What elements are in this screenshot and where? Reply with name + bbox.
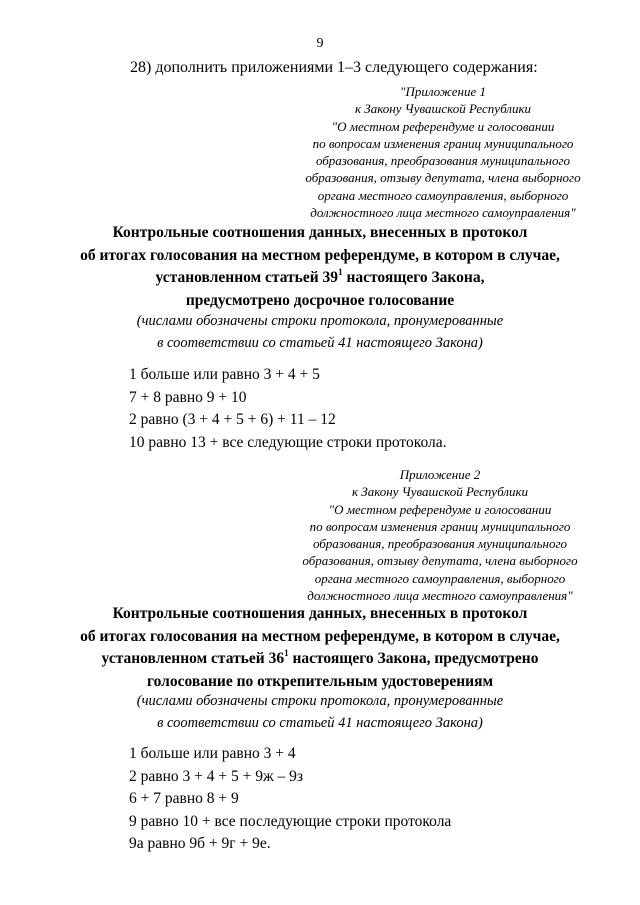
superscript: 1 bbox=[284, 648, 289, 658]
appendix-2-line: образования, преобразования муниципального bbox=[312, 536, 568, 552]
title-text: установленном статьей 36 bbox=[101, 650, 285, 667]
section-1-title-line: Контрольные соотношения данных, внесенных в протокол bbox=[112, 224, 528, 241]
formula-line: 10 равно 13 + все следующие строки протокола. bbox=[129, 433, 447, 451]
formula-line: 2 равно 3 + 4 + 5 + 9ж – 9з bbox=[129, 767, 304, 785]
appendix-2-line: к Закону Чувашской Республики bbox=[351, 484, 529, 500]
section-2-formulas bbox=[129, 743, 451, 856]
appendix-2-line: Приложение 2 bbox=[399, 467, 481, 482]
appendix-2-line: по вопросам изменения границ муниципального bbox=[309, 518, 571, 534]
intro-paragraph: 28) дополнить приложениями 1–3 следующего содержания: bbox=[130, 59, 538, 76]
note-line: (числами обозначены строки протокола, пронумерованные bbox=[136, 313, 504, 329]
appendix-1-line: к Закону Чувашской Республики bbox=[354, 101, 532, 117]
appendix-1-header bbox=[283, 83, 603, 221]
appendix-2-header bbox=[280, 466, 600, 604]
formula-line: 9 равно 10 + все последующие строки протокола bbox=[129, 812, 452, 830]
section-1-title-line: об итогах голосования на местном референдуме, в котором в случае, bbox=[80, 246, 560, 264]
appendix-2-line: должностного лица местного самоуправления" bbox=[307, 588, 573, 604]
formula-line: 6 + 7 равно 8 + 9 bbox=[129, 790, 239, 808]
note-line: (числами обозначены строки протокола, пронумерованные bbox=[136, 693, 504, 709]
formula-line: 7 + 8 равно 9 + 10 bbox=[129, 388, 247, 406]
appendix-1-line: образования, преобразования муниципального bbox=[315, 153, 571, 169]
title-text: установленном статьей 39 bbox=[155, 269, 339, 286]
page-number: 9 bbox=[316, 36, 324, 51]
title-text: настоящего Закона, bbox=[342, 269, 485, 286]
note-line: в соответствии со статьей 41 настоящего Закона) bbox=[157, 715, 483, 731]
section-2-title-line bbox=[0, 648, 640, 671]
section-2-note bbox=[0, 690, 640, 734]
formula-line: 9а равно 9б + 9г + 9е. bbox=[129, 835, 271, 853]
appendix-1-line: образования, отзыву депутата, члена выборного bbox=[305, 170, 581, 186]
appendix-1-line: "Приложение 1 bbox=[399, 84, 486, 99]
section-2-title-line: Контрольные соотношения данных, внесенных в протокол bbox=[112, 605, 528, 622]
note-line: в соответствии со статьей 41 настоящего Закона) bbox=[157, 335, 483, 351]
section-1-title bbox=[0, 222, 640, 312]
formula-line: 2 равно (3 + 4 + 5 + 6) + 11 – 12 bbox=[129, 411, 336, 429]
section-1-title-line: предусмотрено досрочное голосование bbox=[185, 291, 455, 309]
appendix-1-line: должностного лица местного самоуправления" bbox=[310, 205, 576, 221]
section-2-title-line: голосование по открепительным удостоверениям bbox=[146, 672, 494, 690]
formula-line: 1 больше или равно 3 + 4 + 5 bbox=[129, 366, 320, 383]
appendix-1-line: органа местного самоуправления, выборного bbox=[317, 187, 569, 203]
section-2-title-line: об итогах голосования на местном референдуме, в котором в случае, bbox=[80, 627, 560, 645]
formula-line: 1 больше или равно 3 + 4 bbox=[129, 745, 296, 762]
appendix-2-line: "О местном референдуме и голосовании bbox=[328, 501, 552, 517]
section-1-title-line bbox=[0, 267, 640, 290]
appendix-1-line: по вопросам изменения границ муниципального bbox=[312, 135, 574, 151]
title-text: настоящего Закона, предусмотрено bbox=[288, 650, 539, 667]
section-1-formulas bbox=[129, 364, 447, 454]
section-1-note bbox=[0, 310, 640, 354]
appendix-2-line: образования, отзыву депутата, члена выборного bbox=[302, 553, 578, 569]
superscript: 1 bbox=[338, 267, 343, 277]
appendix-1-line: "О местном референдуме и голосовании bbox=[331, 118, 555, 134]
section-2-title bbox=[0, 603, 640, 693]
appendix-2-line: органа местного самоуправления, выборного bbox=[314, 570, 566, 586]
